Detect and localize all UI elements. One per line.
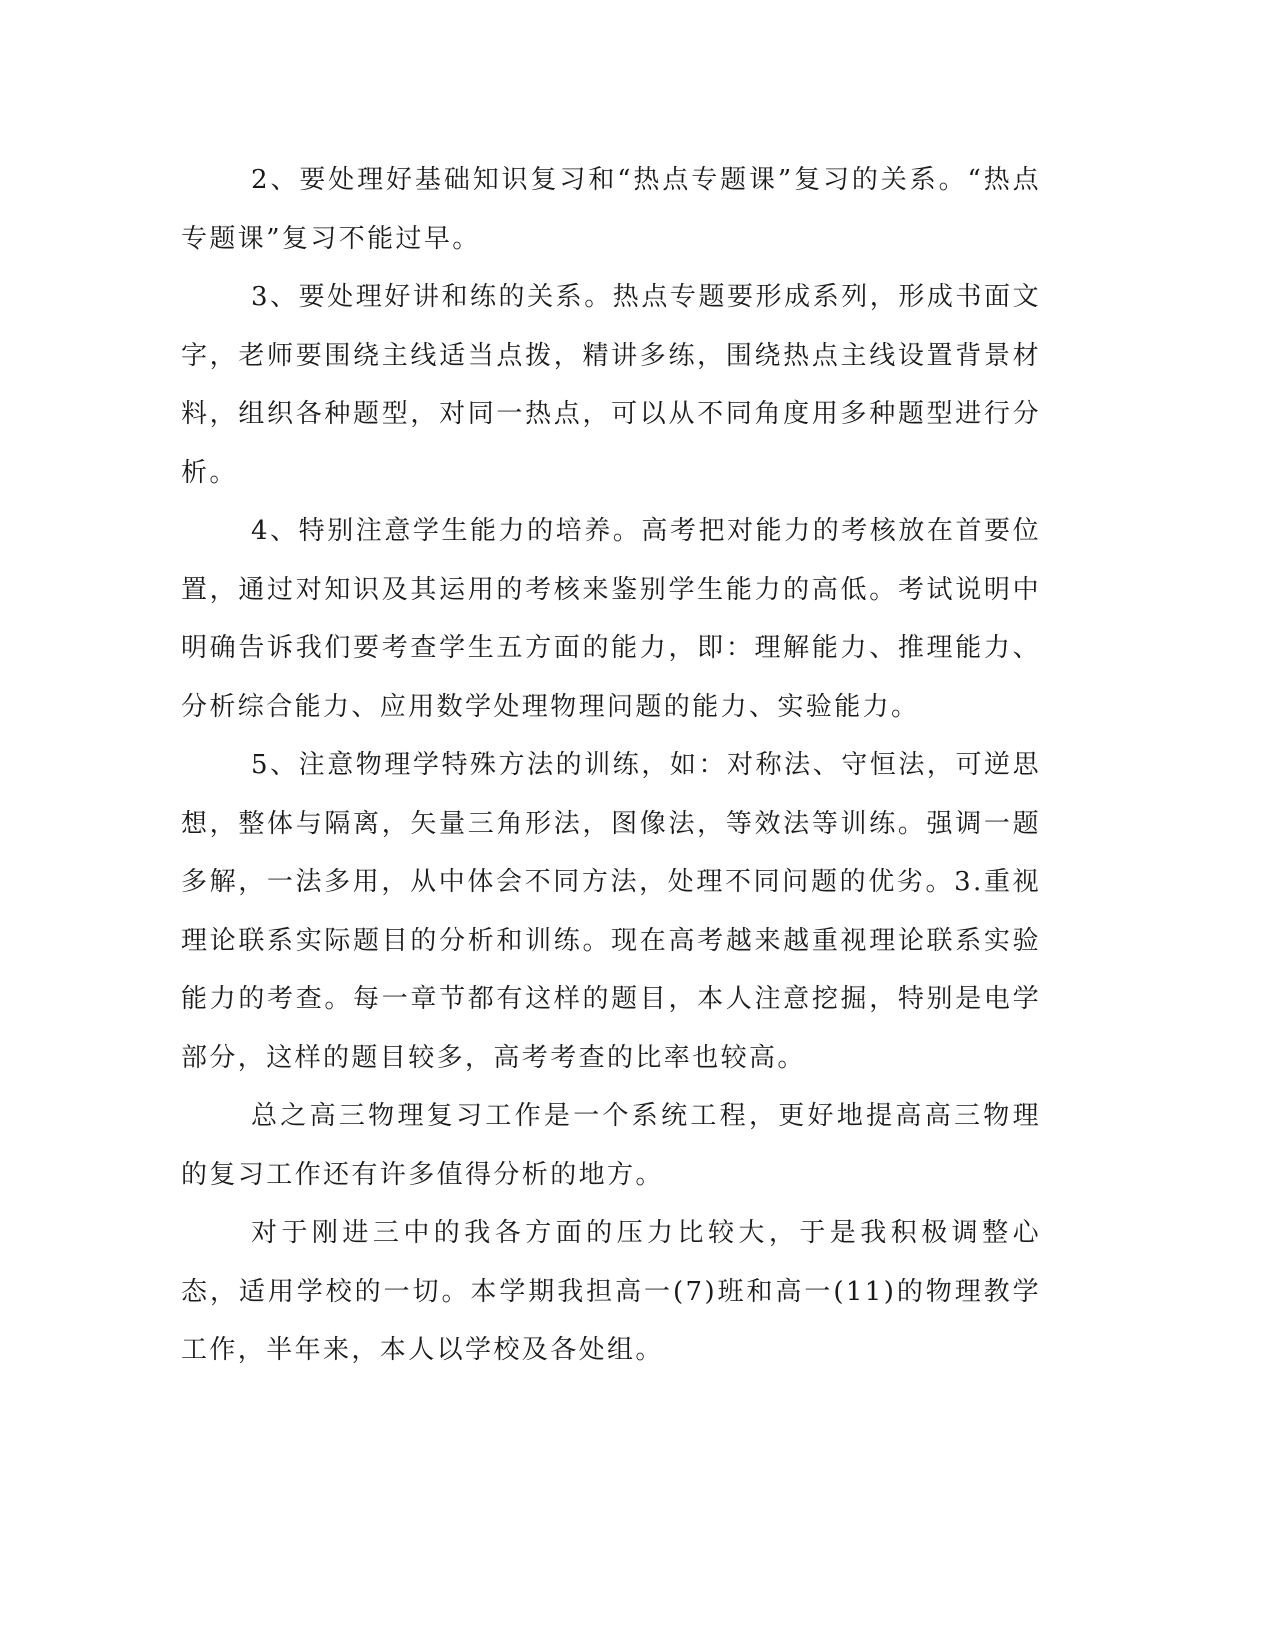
paragraph-personal-work: 对于刚进三中的我各方面的压力比较大，于是我积极调整心态，适用学校的一切。本学期我担高一(7)班和高一(11)的物理教学工作，半年来，本人以学校及各处组。 [181, 1218, 1041, 1365]
paragraph-ability-training: 4、特别注意学生能力的培养。高考把对能力的考核放在首要位置，通过对知识及其运用的考核来鉴别学生能力的高低。考试说明中明确告诉我们要考查学生五方面的能力，即：理解能力、推理能力、分析综合能力、应用数学处理物理问题的能力、实验能力。 [181, 516, 1041, 722]
paragraph-lecture-vs-practice: 3、要处理好讲和练的关系。热点专题要形成系列，形成书面文字，老师要围绕主线适当点拨，精讲多练，围绕热点主线设置背景材料，组织各种题型，对同一热点，可以从不同角度用多种题型进行分析。 [181, 282, 1041, 488]
paragraph-basic-vs-hot-topics: 2、要处理好基础知识复习和“热点专题课”复习的关系。“热点专题课”复习不能过早。 [181, 165, 1041, 254]
paragraph-summary: 总之高三物理复习工作是一个系统工程，更好地提高高三物理的复习工作还有许多值得分析的地方。 [181, 1101, 1041, 1190]
paragraph-special-methods: 5、注意物理学特殊方法的训练，如：对称法、守恒法，可逆思想，整体与隔离，矢量三角形法，图像法，等效法等训练。强调一题多解，一法多用，从中体会不同方法，处理不同问题的优劣。3.重视理论联系实际题目的分析和训练。现在高考越来越重视理论联系实验能力的考查。每一章节都有这样的题目，本人注意挖掘，特别是电学部分，这样的题目较多，高考考查的比率也较高。 [181, 750, 1041, 1073]
document-body [181, 151, 1041, 1380]
